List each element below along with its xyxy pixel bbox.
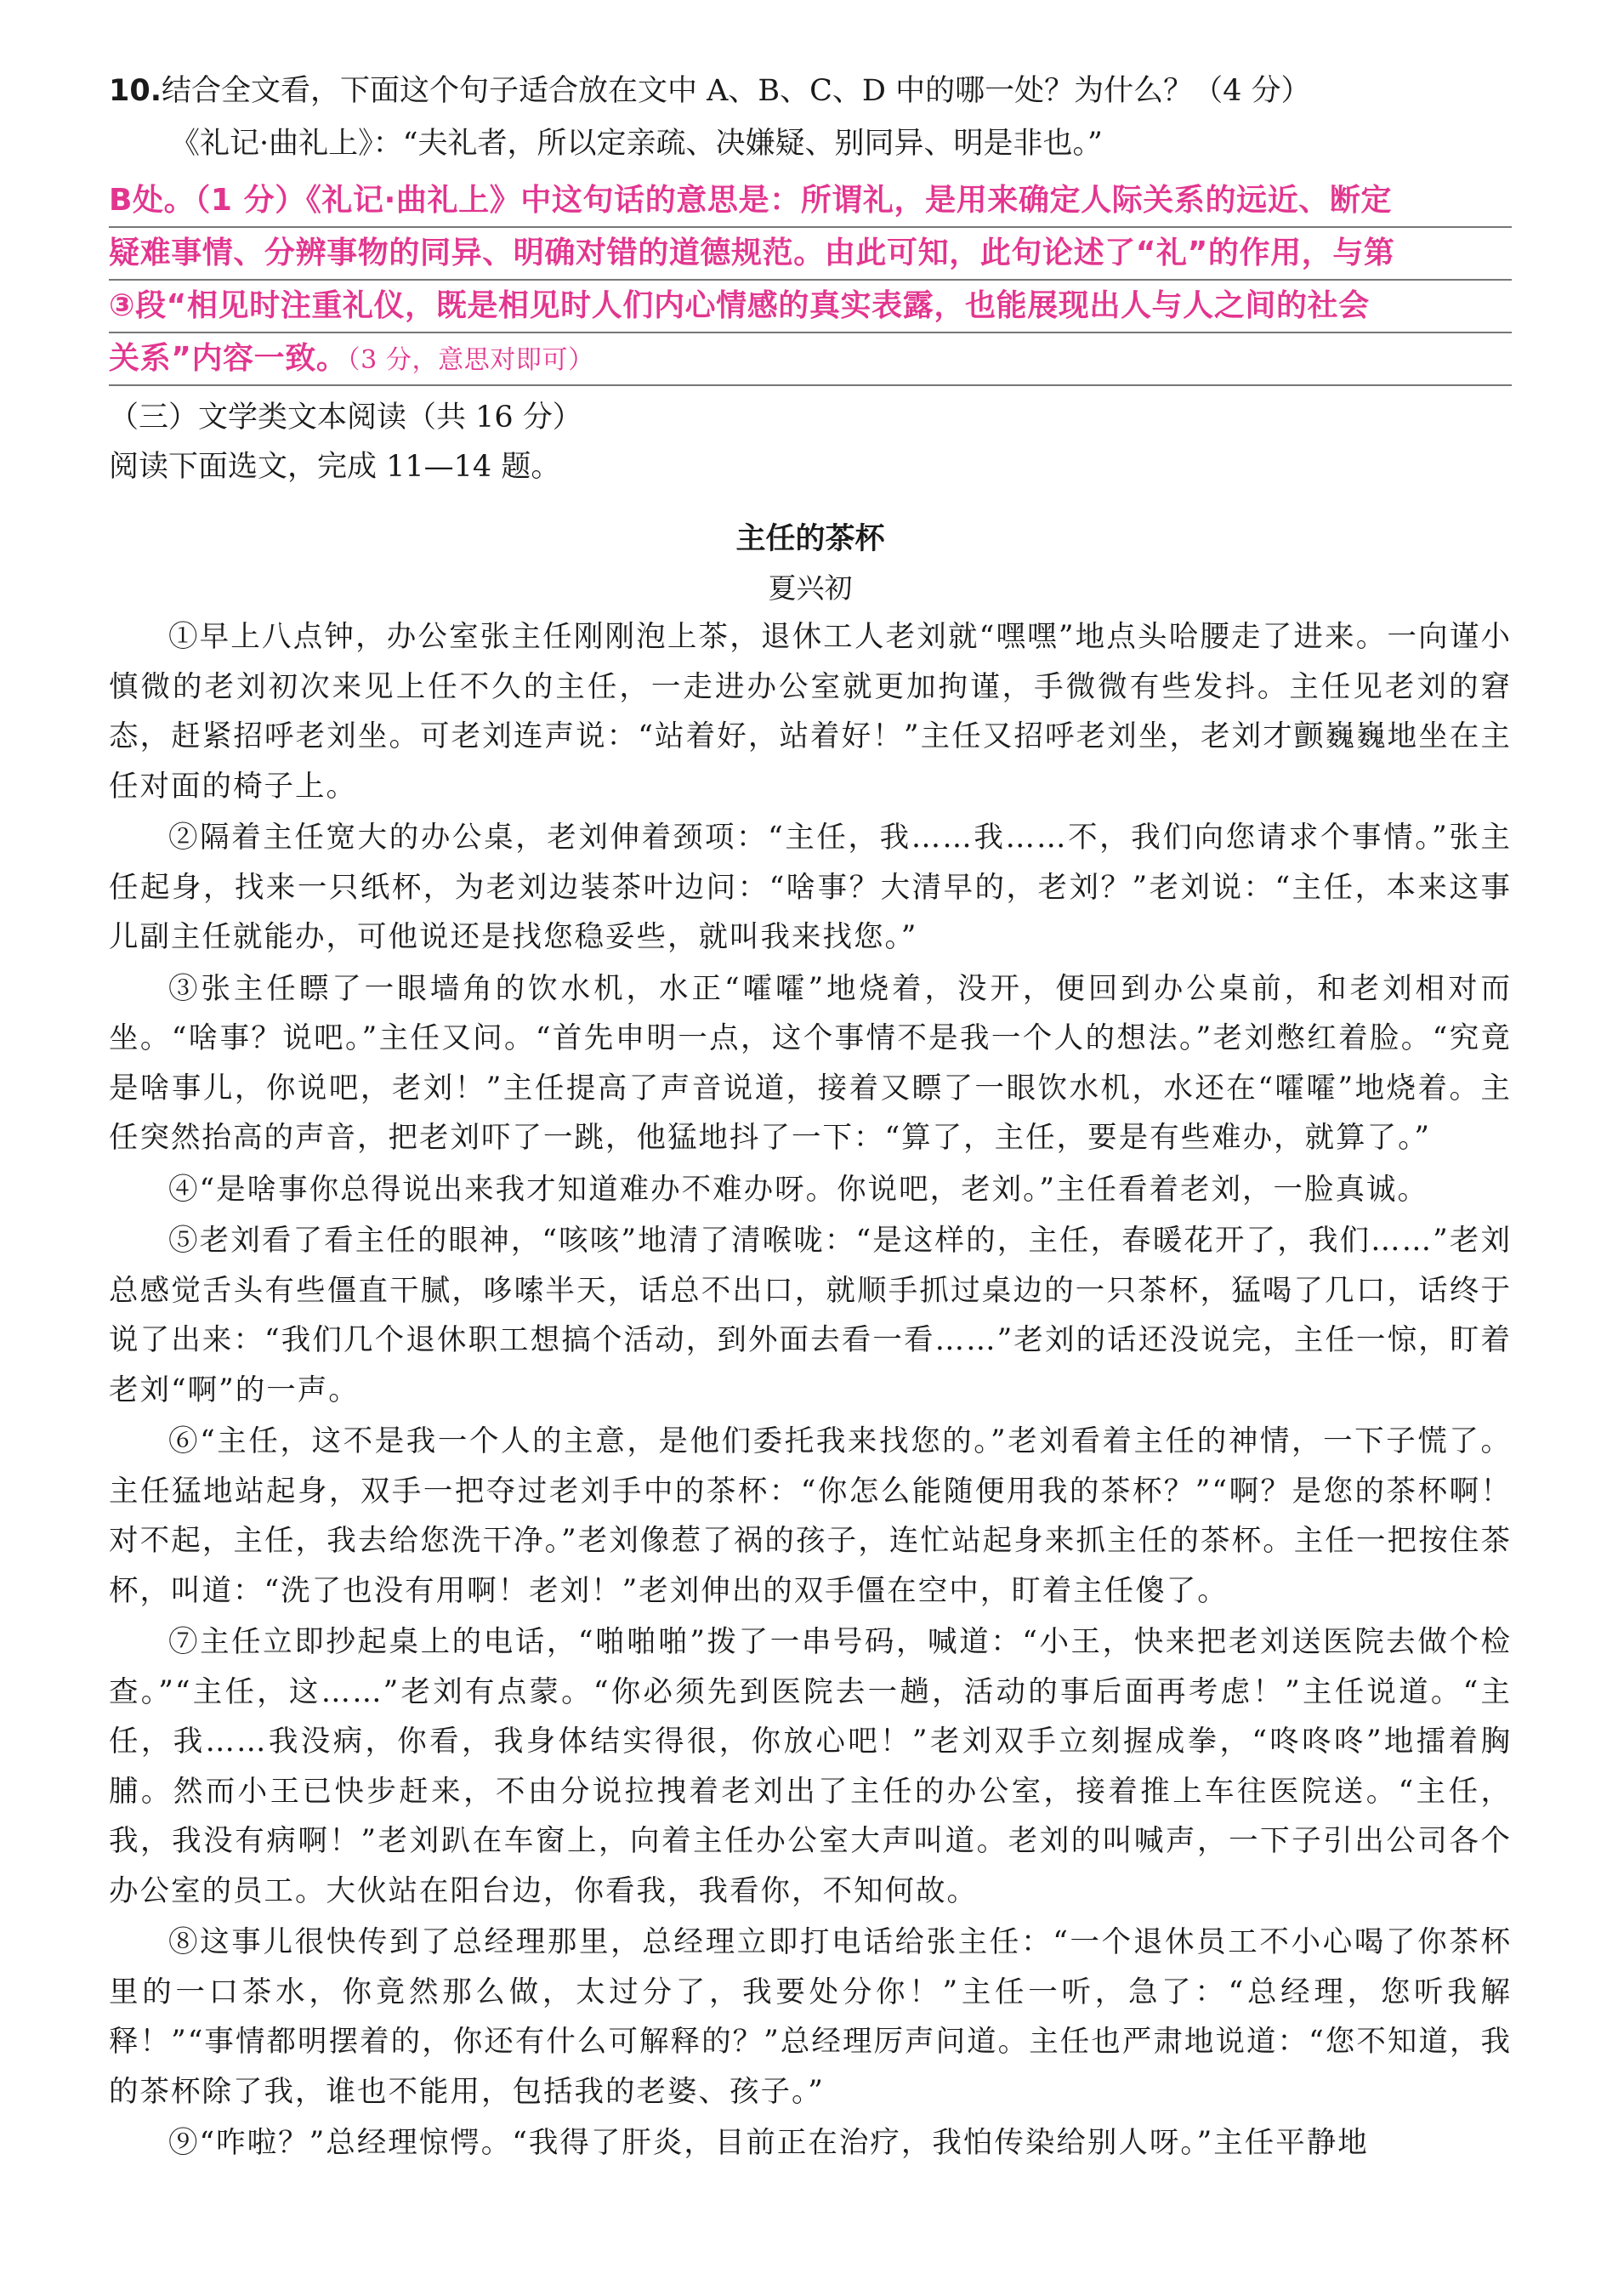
article-paragraph: ②隔着主任宽大的办公桌，老刘伸着颈项：“主任，我……我……不，我们向您请求个事情。”张主任起身，找来一只纸杯，为老刘边装茶叶边问：“啥事？大清早的，老刘？”老刘说：“主任，本来这事儿副主任就能办，可他说还是找您稳妥些，就叫我来找您。” [109,821,1512,954]
section-instruction: 阅读下面选文，完成 11—14 题。 [109,450,561,484]
article-paragraph: ⑧这事儿很快传到了总经理那里，总经理立即打电话给张主任：“一个退休员工不小心喝了你茶杯里的一口茶水，你竟然那么做，太过分了，我要处分你！”主任一听，急了：“总经理，您听我解释！”“事情都明摆着的，你还有什么可解释的？”总经理厉声问道。主任也严肃地说道：“您不知道，我的茶杯除了我，谁也不能用，包括我的老婆、孩子。” [109,1925,1512,2109]
handwritten-answer [109,175,1512,386]
question-quote: 《礼记·曲礼上》：“夫礼者，所以定亲疏、决嫌疑、别同异、明是非也。” [170,127,1103,161]
question-number: 10. [109,74,162,108]
question-text: 结合全文看，下面这个句子适合放在文中 A、B、C、D 中的哪一处？为什么？（4 分） [162,74,1311,108]
article-paragraph: ①早上八点钟，办公室张主任刚刚泡上茶，退休工人老刘就“嘿嘿”地点头哈腰走了进来。一向谨小慎微的老刘初次来见上任不久的主任，一走进办公室就更加拘谨，手微微有些发抖。主任见老刘的窘态，赶紧招呼老刘坐。可老刘连声说：“站着好，站着好！”主任又招呼老刘坐，老刘才颤巍巍地坐在主任对面的椅子上。 [109,620,1512,804]
article-paragraph: ⑤老刘看了看主任的眼神，“咳咳”地清了清喉咙：“是这样的，主任，春暖花开了，我们……”老刘总感觉舌头有些僵直干腻，哆嗦半天，话总不出口，就顺手抓过桌边的一只茶杯，猛喝了几口，话终于说了出来：“我们几个退休职工想搞个活动，到外面去看一看……”老刘的话还没说完，主任一惊，盯着老刘“啊”的一声。 [109,1224,1512,1407]
article-title: 主任的茶杯 [735,522,885,556]
article-author: 夏兴初 [768,571,853,605]
answer-line: 疑难事情、分辨事物的同异、明确对错的道德规范。由此可知，此句论述了“礼”的作用，与第 [109,228,1512,281]
section-heading: （三）文学类文本阅读（共 16 分） [109,401,582,435]
answer-line-last [109,333,1512,386]
article-paragraph: ⑥“主任，这不是我一个人的主意，是他们委托我来找您的。”老刘看着主任的神情，一下子慌了。主任猛地站起身，双手一把夺过老刘手中的茶杯：“你怎么能随便用我的茶杯？”“啊？是您的茶杯啊！对不起，主任，我去给您洗干净。”老刘像惹了祸的孩子，连忙站起身来抓主任的茶杯。主任一把按住茶杯，叫道：“洗了也没有用啊！老刘！”老刘伸出的双手僵在空中，盯着主任傻了。 [109,1424,1512,1608]
document-page [109,66,1512,2168]
answer-line-text: 关系”内容一致。 [109,341,348,376]
article-paragraph: ⑦主任立即抄起桌上的电话，“啪啪啪”拨了一串号码，喊道：“小王，快来把老刘送医院去做个检查。”“主任，这……”老刘有点蒙。“你必须先到医院去一趟，活动的事后面再考虑！”主任说道。“主任，我……我没病，你看，我身体结实得很，你放心吧！”老刘双手立刻握成拳，“咚咚咚”地擂着胸脯。然而小王已快步赶来，不由分说拉拽着老刘出了主任的办公室，接着推上车往医院送。“主任，我，我没有病啊！”老刘趴在车窗上，向着主任办公室大声叫道。老刘的叫喊声，一下子引出公司各个办公室的员工。大伙站在阳台边，你看我，我看你，不知何故。 [109,1625,1512,1908]
answer-line: B处。（1 分）《礼记·曲礼上》中这句话的意思是：所谓礼，是用来确定人际关系的远近、断定 [109,175,1512,228]
answer-score-note: （3 分，意思对即可） [347,345,594,375]
answer-line: ③段“相见时注重礼仪，既是相见时人们内心情感的真实表露，也能展现出人与人之间的社会 [109,281,1512,333]
article-paragraph: ③张主任瞟了一眼墙角的饮水机，水正“嚯嚯”地烧着，没开，便回到办公桌前，和老刘相对而坐。“啥事？说吧。”主任又问。“首先申明一点，这个事情不是我一个人的想法。”老刘憋红着脸。“究竟是啥事儿，你说吧，老刘！”主任提高了声音说道，接着又瞟了一眼饮水机，水还在“嚯嚯”地烧着。主任突然抬高的声音，把老刘吓了一跳，他猛地抖了一下：“算了，主任，要是有些难办，就算了。” [109,971,1512,1155]
article-paragraph: ⑨“咋啦？”总经理惊愕。“我得了肝炎，目前正在治疗，我怕传染给别人呀。”主任平静地 [168,2126,1369,2160]
article-paragraph: ④“是啥事你总得说出来我才知道难办不难办呀。你说吧，老刘。”主任看着老刘，一脸真诚。 [168,1172,1429,1207]
question-10 [109,66,1512,116]
